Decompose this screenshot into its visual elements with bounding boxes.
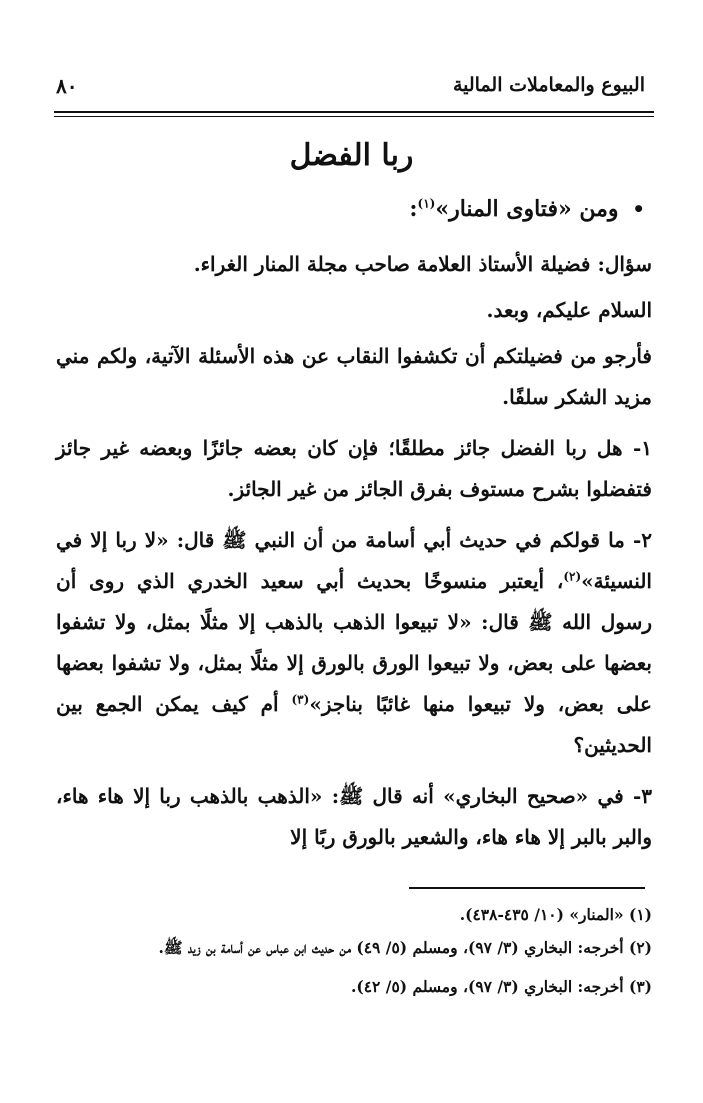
footnote-3: (٣) أخرجه: البخاري (٣/ ٩٧)، ومسلم (٥/ ٤٢). (351, 977, 652, 996)
running-header-title: البيوع والمعاملات المالية (452, 74, 645, 96)
footnote-ref-2[interactable]: (٢) (563, 569, 582, 584)
header-rule-thin (54, 116, 654, 117)
footnotes (56, 899, 652, 1004)
body-text (56, 244, 652, 868)
greeting: السلام عليكم، وبعد. (486, 298, 652, 322)
question-2-part-a: ٢- ما قولكم في حديث أبي أسامة من أن النبي ﷺ قال: «لا ربا إلا في النسيئة» (56, 528, 652, 593)
intro-line (409, 196, 645, 222)
intro-source: ومن «فتاوى المنار» (435, 196, 619, 222)
header-rule (54, 111, 654, 113)
question-2-part-c: أم كيف يمكن الجمع بين الحديثين؟ (56, 692, 652, 757)
question-2-part-b: ، أيعتبر منسوخًا بحديث أبي سعيد الخدري الذي روى أن رسول الله ﷺ قال: «لا تبيعوا الذهب بالذهب إلا مثلًا بمثل، ولا تشفوا بعضها على بعض، ولا تبيعوا الورق بالورق إلا مثلًا بمثل، ولا تشفوا بعضها على بعض، ولا تبيعوا منها غائبًا بناجز» (56, 569, 652, 716)
footnote-ref-3[interactable]: (٣) (291, 692, 310, 707)
question-1: ١- هل ربا الفضل جائز مطلقًا؛ فإن كان بعضه جائزًا وبعضه غير جائز فتفضلوا بشرح مستوف بفرق الجائز من غير الجائز. (56, 436, 652, 501)
section-title: ربا الفضل (289, 138, 414, 173)
question-2 (56, 520, 652, 766)
footnote-2: (٢) أخرجه: البخاري (٣/ ٩٧)، ومسلم (٥/ ٤٩) من حديث ابن عباس عن أسامة بن زيد ﷺ. (158, 938, 652, 957)
footnote-divider (409, 887, 645, 889)
question-3: ٣- في «صحيح البخاري» أنه قال ﷺ: «الذهب بالذهب ربا إلا هاء هاء، والبر بالبر إلا هاء هاء، والشعير بالورق ربًا إلا (56, 784, 652, 849)
request-paragraph: فأرجو من فضيلتكم أن تكشفوا النقاب عن هذه الأسئلة الآتية، ولكم مني مزيد الشكر سلفًا. (56, 344, 652, 409)
bullet-icon: • (632, 197, 645, 221)
page-number: ٨٠ (56, 74, 78, 98)
footnote-ref-1[interactable]: (١) (417, 196, 436, 211)
intro-colon: : (409, 196, 418, 222)
footnote-1: (١) «المنار» (١٠/ ٤٣٥-٤٣٨). (459, 905, 652, 924)
question-intro: سؤال: فضيلة الأستاذ العلامة صاحب مجلة المنار الغراء. (193, 252, 652, 276)
